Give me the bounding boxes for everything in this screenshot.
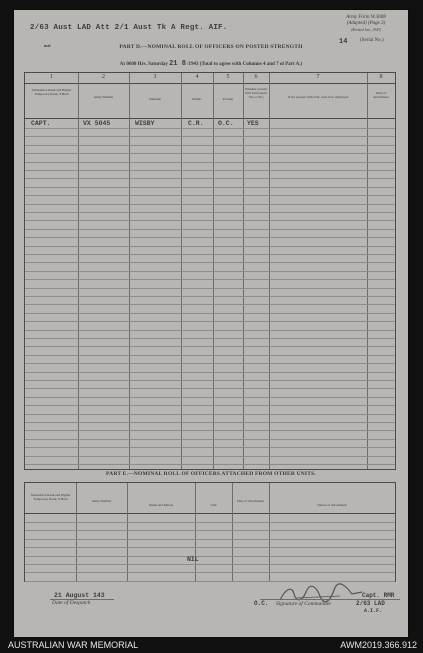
column-header-rank: Substantive Rank and Higher Temporary Rank, if Held: [31, 88, 72, 96]
ruled-line: [25, 145, 395, 146]
as-at-date: 21 8: [169, 60, 186, 68]
ruled-line: [25, 556, 395, 557]
ruled-line: [25, 388, 395, 389]
ruled-line: [25, 229, 395, 230]
ruled-line: [25, 405, 395, 406]
column-header-date: Date of Attachment: [373, 91, 389, 99]
ruled-line: [25, 170, 395, 171]
ruled-line: [25, 414, 395, 415]
ruled-line: [25, 271, 395, 272]
part-e-table: [24, 482, 396, 582]
part-d-table: [24, 72, 396, 470]
ruled-line: [25, 372, 395, 373]
column-number: 4: [195, 74, 199, 80]
ruled-line: [25, 547, 395, 548]
ruled-line: [25, 338, 395, 339]
as-at-year: /1943: [187, 62, 199, 67]
archive-footer: [0, 637, 423, 653]
as-at-line: [14, 60, 408, 68]
as-at-prefix: At 0600 Hrs. Saturday: [119, 62, 168, 67]
ruled-line: [25, 279, 395, 280]
ruled-line: [25, 136, 395, 137]
ruled-line: [25, 313, 395, 314]
unit-typed-entry: 2/63 Aust LAD Att 2/1 Aust Tk A Regt. AIF.: [30, 24, 228, 32]
column-number: 3: [153, 74, 157, 80]
part-e-header-nature: Nature of Attachment: [317, 503, 347, 507]
footer-left: AUSTRALIAN WAR MEMORIAL: [8, 640, 139, 650]
ruled-line: [25, 220, 395, 221]
ruled-line: [25, 128, 395, 129]
column-header-employment: If not present with Unit, state how employed: [287, 95, 349, 99]
row-surname: WISBY: [135, 120, 155, 127]
row-posting: O.C.: [218, 120, 234, 127]
column-number: 1: [50, 74, 53, 80]
ruled-line: [25, 288, 395, 289]
ruled-line: [25, 254, 395, 255]
column-header-initials: Initials: [192, 97, 202, 101]
ruled-line: [25, 237, 395, 238]
column-header-surname: Surname: [148, 97, 162, 101]
column-header-posting: Posting: [222, 97, 234, 101]
unit-short-typed-2: A.I.F.: [364, 608, 383, 614]
part-d-title: PART D.—NOMINAL ROLL OF OFFICERS ON POSTED STRENGTH: [119, 44, 303, 50]
row-present: YES: [247, 120, 259, 127]
part-e-header-army-number: Army Number: [91, 499, 112, 503]
column-number: 2: [102, 74, 105, 80]
ruled-line: [25, 363, 395, 364]
ruled-line: [25, 178, 395, 179]
unit-short-typed: 2/63 LAD: [356, 600, 385, 607]
part-e-header-rank: Substantive Rank and Higher Temporary Rank, if Held: [30, 493, 71, 501]
part-e-title: PART E.—NOMINAL ROLL OF OFFICERS ATTACHED FROM OTHER UNITS.: [106, 471, 316, 477]
ruled-line: [25, 447, 395, 448]
ruled-line: [25, 572, 395, 573]
ruled-line: [25, 153, 395, 154]
army-form-line: (Adapted) (Page 3): [346, 21, 386, 26]
ruled-line: [25, 330, 395, 331]
oc-typed: O.C.: [254, 600, 269, 607]
ruled-line: [25, 355, 395, 356]
ruled-line: [25, 262, 395, 263]
column-number: 7: [316, 74, 320, 80]
ruled-line: [25, 422, 395, 423]
form-sheet: [14, 10, 408, 637]
column-number: 5: [226, 74, 230, 80]
row-rank: CAPT.: [31, 120, 51, 127]
part-e-header-unit: Unit: [210, 503, 217, 507]
ruled-line: [25, 162, 395, 163]
capt-typed: Capt. RMR: [362, 592, 395, 599]
column-header-present: Whether present with Unit (insert Yes or No): [244, 87, 268, 99]
pencil-mark: mal: [44, 43, 51, 48]
army-form-line: Army Form W.3008: [346, 15, 386, 20]
nil-entry: NIL: [187, 556, 199, 563]
army-form-line: (Revised Jan., 1943): [351, 28, 381, 32]
ruled-line: [25, 296, 395, 297]
column-number: 6: [254, 74, 258, 80]
ruled-line: [25, 187, 395, 188]
part-e-header-name: Name and Initials: [148, 503, 174, 507]
despatch-date-label: Date of Despatch: [52, 600, 91, 606]
column-number: 8: [379, 74, 383, 80]
ruled-line: [25, 530, 395, 531]
ruled-line: [25, 464, 395, 465]
ruled-line: [25, 246, 395, 247]
despatch-date-typed: 21 August 143: [54, 592, 105, 599]
ruled-line: [25, 539, 395, 540]
ruled-line: [25, 346, 395, 347]
serial-label: (Serial No.): [360, 38, 384, 43]
column-header-army-number: Army Number: [93, 95, 114, 99]
row-army-number: VX 5045: [83, 120, 111, 127]
commander-signature-label: Signature of Commander: [276, 601, 332, 607]
ruled-line: [25, 439, 395, 440]
serial-value: 14: [339, 38, 348, 46]
ruled-line: [25, 204, 395, 205]
row-initials: C.R.: [188, 120, 204, 127]
ruled-line: [25, 380, 395, 381]
ruled-line: [25, 212, 395, 213]
ruled-line: [25, 195, 395, 196]
part-e-header-date: Date of Attachment: [237, 499, 264, 503]
ruled-line: [25, 430, 395, 431]
ruled-line: [25, 304, 395, 305]
ruled-line: [25, 321, 395, 322]
as-at-suffix: (Total to agree with Columns 4 and 7 of Part A.): [199, 62, 303, 67]
ruled-line: [25, 564, 395, 565]
ruled-line: [25, 456, 395, 457]
ruled-line: [25, 522, 395, 523]
army-form-reference: [330, 15, 402, 33]
ruled-line: [25, 397, 395, 398]
footer-right: AWM2019.366.912: [340, 640, 417, 650]
